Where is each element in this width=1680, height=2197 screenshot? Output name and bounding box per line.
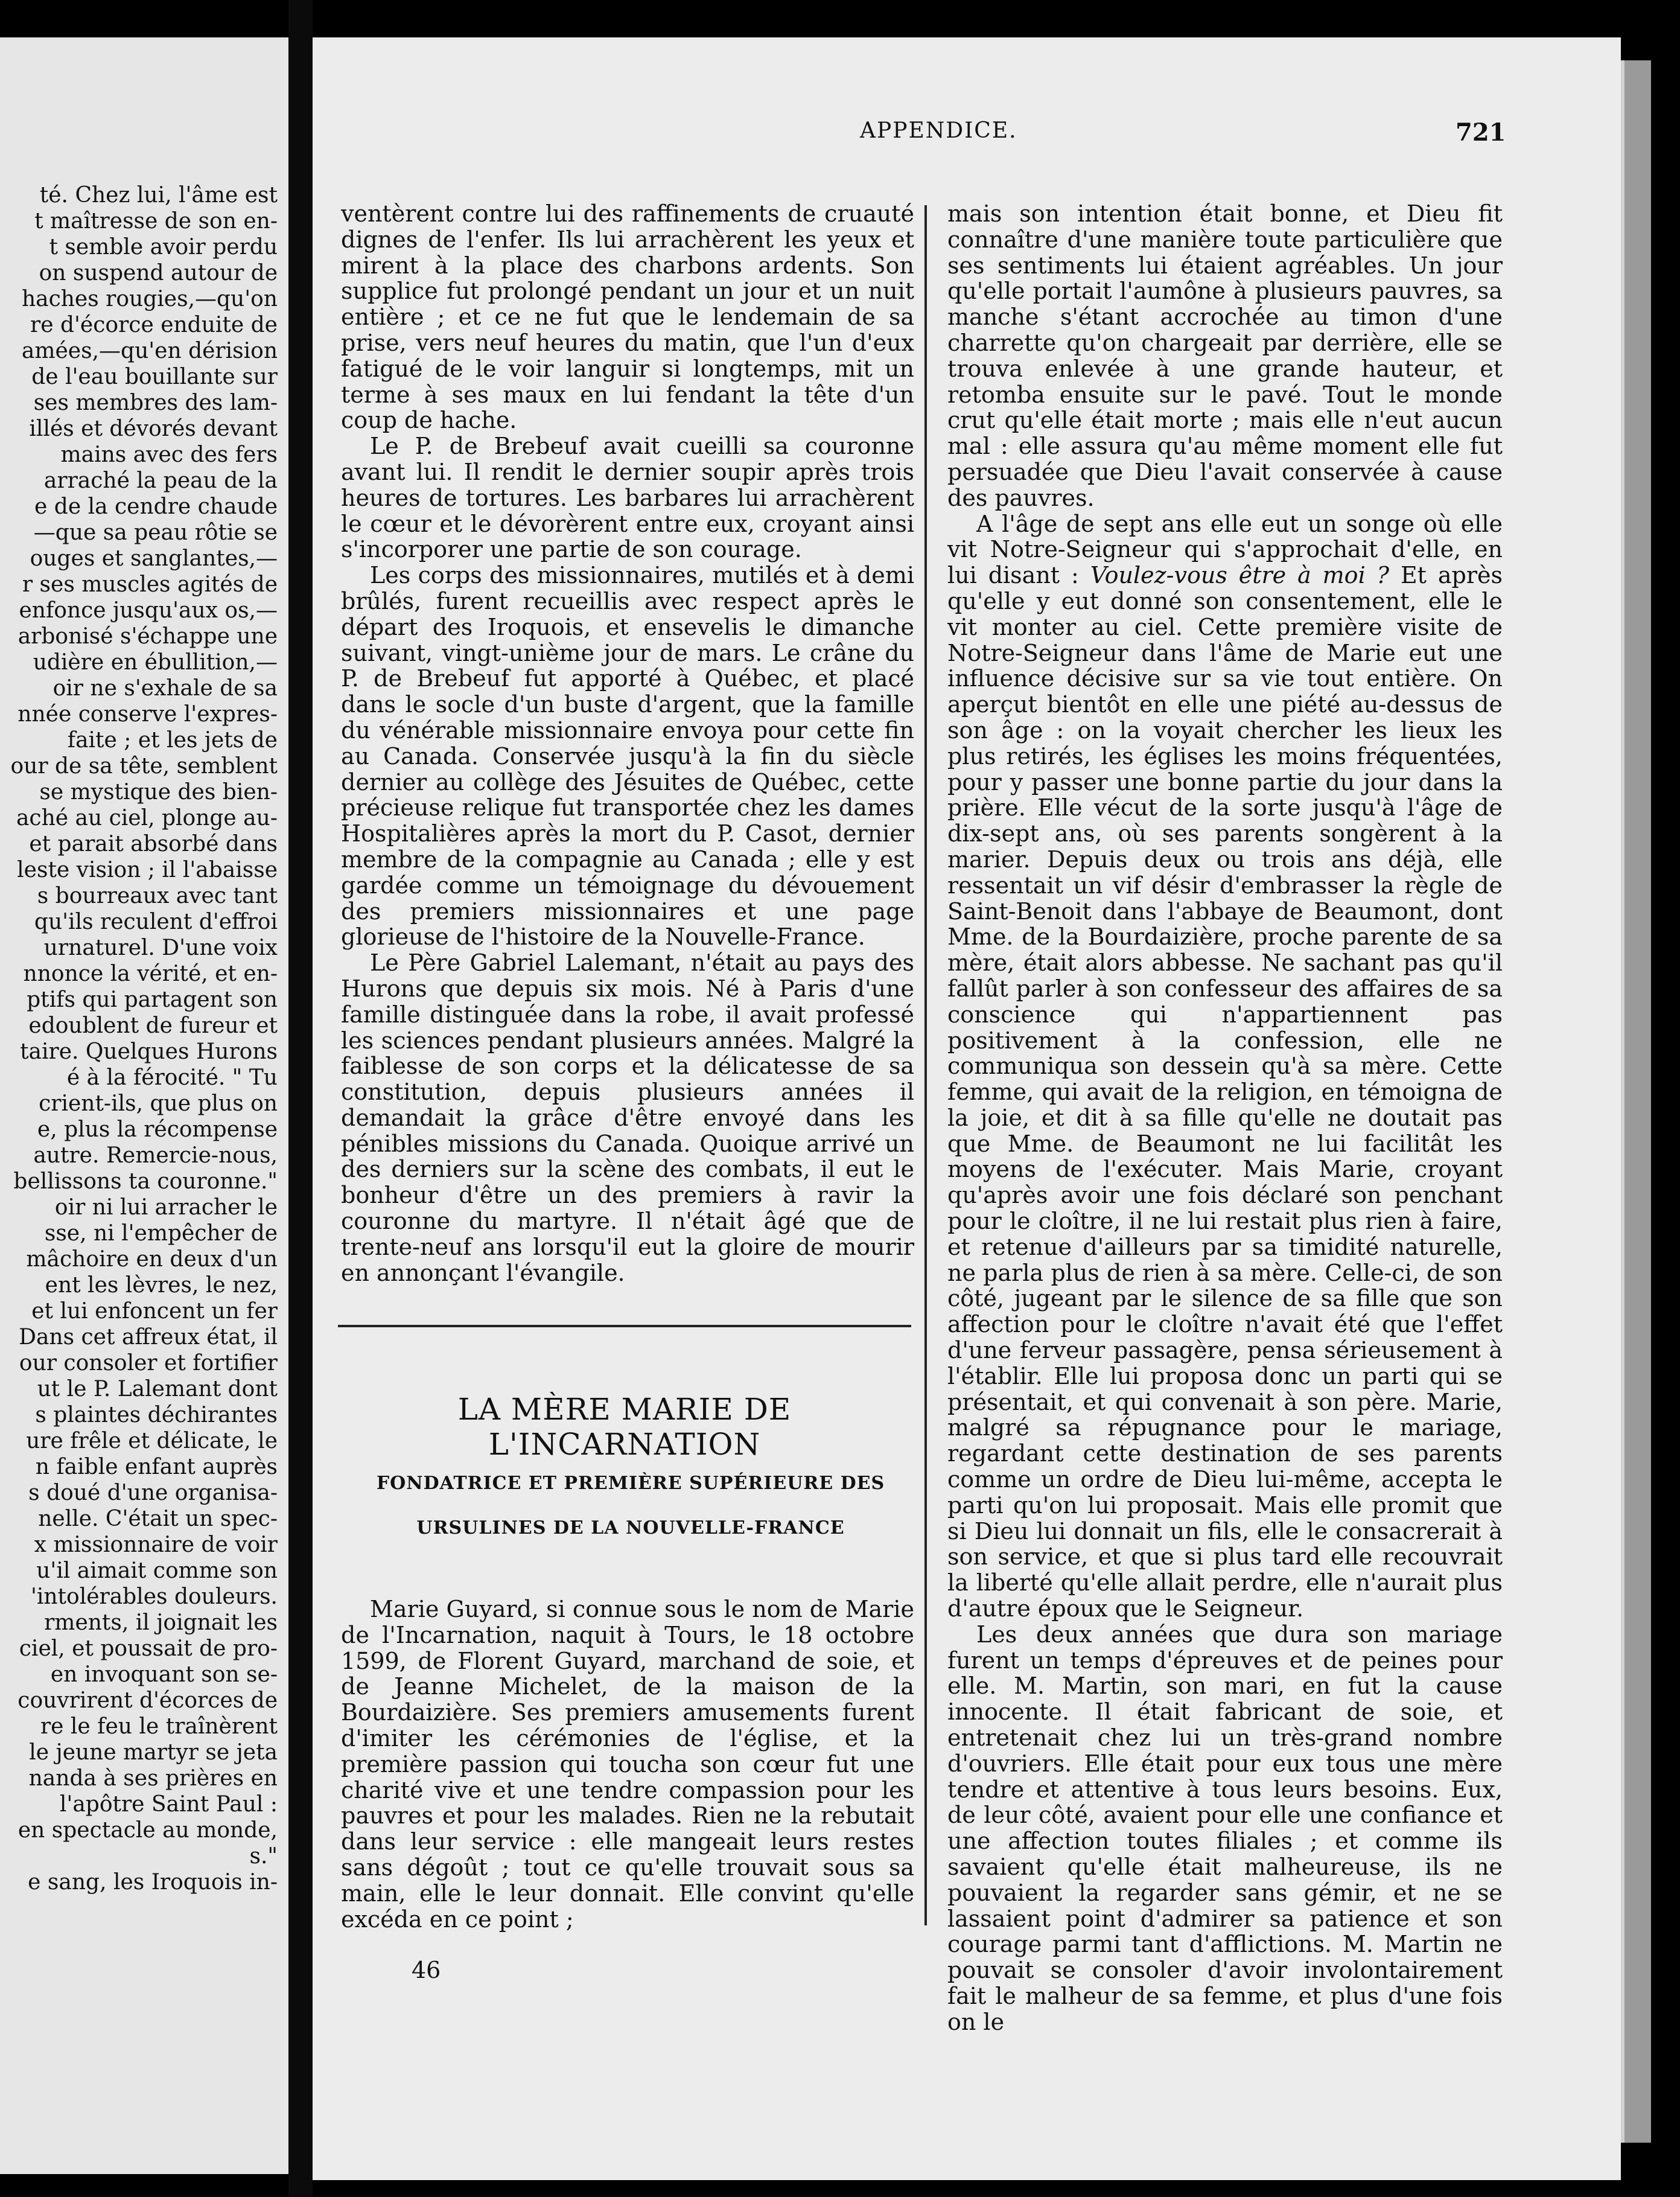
article-opening xyxy=(341,1596,914,1932)
facing-page-line: 'intolérables douleurs. xyxy=(30,1584,278,1609)
facing-page-line: arbonisé s'échappe une xyxy=(18,624,278,649)
paragraph: Marie Guyard, si connue sous le nom de Marie de l'Incarnation, naquit à Tours, le 18 octobre 1599, de Florent Guyard, marchand de soie, et de Jeanne Michelet, de la maison de la Bourdaizière. Ses premiers amusements furent d'imiter les cérémonies de l'église, et la première passion qui toucha son cœur fut une charité vive et une tendre compassion pour les pauvres et pour les malades. Rien ne la rebutait dans leur service : elle mangeait leurs restes sans dégoût ; tout ce qu'elle trouvait sous sa main, elle le leur donnait. Elle convint qu'elle excéda en ce point ; xyxy=(341,1596,914,1933)
paragraph: Les corps des missionnaires, mutilés et à demi brûlés, furent recueillis avec respect après le départ des Iroquois, et ensevelis le dimanche suivant, vingt-unième jour de mars. Le crâne du P. de Brebeuf fut apporté à Québec, et placé dans le socle d'un buste d'argent, que la famille du vénérable missionnaire envoya pour cette fin au Canada. Conservée jusqu'à la fin du siècle dernier au collège des Jésuites de Québec, cette précieuse relique fut transportée chez les dames Hospitalières après la mort du P. Casot, dernier membre de la compagnie au Canada ; elle y est gardée comme un témoignage du dévouement des premiers missionnaires et une page glorieuse de l'histoire de la Nouvelle-France. xyxy=(341,562,914,951)
facing-page-line: ptifs qui partagent son xyxy=(27,987,278,1012)
paragraph-text: A l'âge de sept ans elle eut un songe où elle vit Notre-Seigneur qui s'approchait d'elle, en lui disant : xyxy=(947,510,1503,589)
facing-page-line: ciel, et poussait de pro- xyxy=(19,1636,278,1661)
facing-page-line: autre. Remercie-nous, xyxy=(33,1143,278,1168)
facing-page-line: se mystique des bien- xyxy=(39,780,278,805)
facing-page-text xyxy=(0,182,288,1895)
facing-page-line: e sang, les Iroquois in- xyxy=(28,1870,278,1895)
running-header: APPENDICE. xyxy=(860,118,1017,143)
facing-page-line: nelle. C'était un spec- xyxy=(38,1507,278,1531)
facing-page-line: our consoler et fortifier xyxy=(19,1351,278,1376)
facing-page-line: u'il aimait comme son xyxy=(36,1558,278,1583)
signature-mark: 46 xyxy=(412,1957,441,1983)
facing-page-line: Dans cet affreux état, il xyxy=(19,1325,278,1350)
facing-page-line: crient-ils, que plus on xyxy=(39,1091,278,1116)
facing-page-line: oir ne s'exhale de sa xyxy=(52,676,278,701)
facing-page-line: mains avec des fers xyxy=(60,442,278,467)
facing-page-line: re d'écorce enduite de xyxy=(30,313,278,337)
paragraph: Le Père Gabriel Lalemant, n'était au pays des Hurons que depuis six mois. Né à Paris d'une famille distinguée dans la robe, il avait professé les sciences pendant plusieurs années. Malgré la faiblesse de son corps et la délicatesse de sa constitution, depuis plusieurs années il demandait la grâce d'être envoyé dans les pénibles missions du Canada. Quoique arrivé un des derniers sur la scène des combats, il eut le bonheur d'être un des premiers à ravir la couronne du martyre. Il n'était âgé que de trente-neuf ans lorsqu'il eut la gloire de mourir en annonçant l'évangile. xyxy=(341,949,914,1286)
facing-page-line: t maîtresse de son en- xyxy=(34,209,278,234)
facing-page-line: couvrirent d'écorces de xyxy=(18,1688,278,1713)
facing-page-line: ure frêle et délicate, le xyxy=(26,1429,278,1453)
facing-page-line: s doué d'une organisa- xyxy=(28,1481,278,1505)
paragraph: ventèrent contre lui des raffinements de cruauté dignes de l'enfer. Ils lui arrachèrent les yeux et mirent à la place des charbons ardents. Son supplice fut prolongé pendant un jour et un nuit entière ; et ce ne fut que le lendemain de sa prise, vers neuf heures du matin, que l'un d'eux fatigué de le voir languir si longtemps, mit un terme à ses maux en lui fendant la tête d'un coup de hache. xyxy=(341,200,914,434)
facing-page-line: de l'eau bouillante sur xyxy=(31,365,278,389)
facing-page-line: nanda à ses prières en xyxy=(28,1766,278,1791)
paragraph: Les deux années que dura son mariage furent un temps d'épreuves et de peines pour elle. M. Martin, son mari, en fut la cause innocente. Il était fabricant de soie, et entretenait chez lui un très-grand nombre d'ouvriers. Elle était pour eux tous une mère tendre et attentive à tous leurs besoins. Eux, de leur côté, avaient pour elle une confiance et une affection toutes filiales ; et comme ils savaient qu'elle était malheureuse, ils ne pouvaient la regarder sans gémir, et ne se lassaient point d'admirer sa patience et son courage parmi tant d'afflictions. M. Martin ne pouvait se consoler d'avoir involontairement fait le malheur de sa femme, et plus d'une fois on le xyxy=(947,1621,1503,2035)
section-divider xyxy=(338,1325,911,1327)
article-subtitle: FONDATRICE ET PREMIÈRE SUPÉRIEURE DES xyxy=(376,1473,885,1494)
facing-page-line: urnaturel. D'une voix xyxy=(43,936,278,960)
book-gutter xyxy=(288,0,313,2197)
facing-page-line: enfonce jusqu'aux os,— xyxy=(19,598,278,623)
facing-page-line: taire. Quelques Hurons xyxy=(20,1039,278,1064)
facing-page-line: té. Chez lui, l'âme est xyxy=(39,183,278,208)
facing-page-line: e de la cendre chaude xyxy=(34,494,278,519)
paragraph xyxy=(947,511,1503,1622)
paragraph-text: Et après qu'elle y eut donné son consentement, elle le vit monter au ciel. Cette première visite de Notre-Seigneur dans l'âme de Marie eut une influence décisive sur sa vie tout entière. On aperçut bientôt en elle une piété au-dessus de son âge : on la voyait chercher les lieux les plus retirés, les églises les moins fréquentées, pour y passer une bonne partie du jour dans la prière. Elle vécut de la sorte jusqu'à l'âge de dix-sept ans, où ses parents songèrent à la marier. Depuis deux ou trois ans déjà, elle ressentait un vif désir d'embrasser la règle de Saint-Benoit dans l'abbaye de Beaumont, dont Mme. de la Bourdaizière, proche parente de sa mère, était alors abbesse. Ne sachant pas qu'il fallût parler à son confesseur des affaires de sa conscience qui n'appartiennent pas positivement à la confession, elle ne communiqua son dessein qu'à sa mère. Cette femme, qui avait de la religion, en témoigna de la joie, et dit à sa fille qu'elle ne doutait pas que Mme. de Beaumont ne lui facilitât les moyens de l'exécuter. Mais Marie, croyant qu'après avoir une fois déclaré son penchant pour le cloître, il ne lui restait plus rien à faire, et retenue d'ailleurs par sa timidité naturelle, ne parla plus de rien à sa mère. Celle-ci, de son côté, jugeant par le silence de sa fille que son affection pour le cloître n'avait été que l'effet d'une ferveur passagère, pensa sérieusement à l'établir. Elle lui proposa donc un parti qui se présentait, et qui convenait à son père. Marie, malgré sa répugnance pour le mariage, regardant cette destination de ses parents comme un ordre de Dieu lui-même, accepta le parti qu'on lui proposait. Mais elle promit que si Dieu lui donnait un fils, elle le consacrerait à son service, et que si plus tard elle recouvrait la liberté qu'elle allait perdre, elle n'aurait plus d'autre époux que le Seigneur. xyxy=(947,562,1503,1622)
facing-page-line: et parait absorbé dans xyxy=(29,832,278,856)
facing-page-line: sse, ni l'empêcher de xyxy=(44,1221,278,1246)
facing-page-line: r ses muscles agités de xyxy=(22,572,278,597)
facing-page-line: aché au ciel, plonge au- xyxy=(16,806,278,831)
quote: Voulez-vous être à moi ? xyxy=(1090,562,1390,589)
facing-page-line: amées,—qu'en dérision xyxy=(21,339,278,363)
facing-page-line: edoublent de fureur et xyxy=(28,1013,278,1038)
facing-page-line: ouges et sanglantes,— xyxy=(30,546,278,571)
facing-page-fragment xyxy=(0,37,288,2174)
facing-page-line: en spectacle au monde, xyxy=(18,1818,278,1843)
facing-page-line: bellissons ta couronne." xyxy=(13,1169,278,1194)
page-number: 721 xyxy=(1456,118,1506,147)
paragraph: Le P. de Brebeuf avait cueilli sa couronne avant lui. Il rendit le dernier soupir après trois heures de tortures. Les barbares lui arrachèrent le cœur et le dévorèrent entre eux, croyant ainsi s'incorporer une partie de son courage. xyxy=(341,433,914,563)
facing-page-line: t semble avoir perdu xyxy=(49,235,278,260)
facing-page-line: s plaintes déchirantes xyxy=(35,1403,278,1427)
left-column xyxy=(341,201,914,1286)
facing-page-line: nnée conserve l'expres- xyxy=(18,702,278,727)
facing-page-line: é à la férocité. " Tu xyxy=(66,1065,278,1090)
facing-page-line: rments, il joignait les xyxy=(44,1610,278,1635)
facing-page-line: on suspend autour de xyxy=(39,261,278,285)
facing-page-line: our de sa tête, semblent xyxy=(10,754,278,779)
facing-page-line: x missionnaire de voir xyxy=(34,1532,278,1557)
facing-page-line: s bourreaux avec tant xyxy=(37,884,278,908)
facing-page-line: l'apôtre Saint Paul : xyxy=(59,1792,278,1817)
facing-page-line: et lui enfoncent un fer xyxy=(31,1299,278,1324)
facing-page-line: leste vision ; il l'abaisse xyxy=(17,858,278,882)
facing-page-line: ses membres des lam- xyxy=(33,391,278,415)
facing-page-line: illés et dévorés devant xyxy=(29,416,278,441)
facing-page-line: re le feu le traînèrent xyxy=(40,1714,278,1739)
facing-page-line: faite ; et les jets de xyxy=(67,728,278,753)
facing-page-line: oir ni lui arracher le xyxy=(54,1195,278,1220)
facing-page-line: ut le P. Lalemant dont xyxy=(37,1377,278,1401)
facing-page-line: qu'ils reculent d'effroi xyxy=(34,910,278,934)
facing-page-line: —que sa peau rôtie se xyxy=(33,520,278,545)
facing-page-line: le jeune martyr se jeta xyxy=(29,1740,278,1765)
facing-page-line: en invoquant son se- xyxy=(50,1662,278,1687)
facing-page-line: haches rougies,—qu'on xyxy=(21,287,278,311)
facing-page-line: udière en ébullition,— xyxy=(33,650,278,675)
facing-page-line: s." xyxy=(249,1844,278,1869)
article-title: LA MÈRE MARIE DE L'INCARNATION xyxy=(457,1392,792,1462)
facing-page-line: ent les lèvres, le nez, xyxy=(45,1273,278,1298)
article-subtitle: URSULINES DE LA NOUVELLE-FRANCE xyxy=(416,1517,845,1539)
column-rule xyxy=(924,205,927,1925)
facing-page-line: mâchoire en deux d'un xyxy=(26,1247,278,1272)
facing-page-line: nnonce la vérité, et en- xyxy=(23,961,278,986)
paragraph: mais son intention était bonne, et Dieu fit connaître d'une manière toute particulière que ses sentiments lui étaient agréables. Un jour qu'elle portait l'aumône à plusieurs pauvres, sa manche s'étant accrochée au timon d'une charrette qu'on chargeait par derrière, elle se trouva enlevée à une grande hauteur, et retomba ensuite sur le pavé. Tout le monde crut qu'elle était morte ; mais elle n'eut aucun mal : elle assura qu'au même moment elle fut persuadée que Dieu l'avait conservée à cause des pauvres. xyxy=(947,200,1503,511)
facing-page-line: n faible enfant auprès xyxy=(35,1455,278,1479)
facing-page-line: arraché la peau de la xyxy=(43,468,278,493)
right-column xyxy=(947,201,1503,2035)
page-edge xyxy=(1621,60,1651,2143)
facing-page-line: e, plus la récompense xyxy=(37,1117,278,1142)
